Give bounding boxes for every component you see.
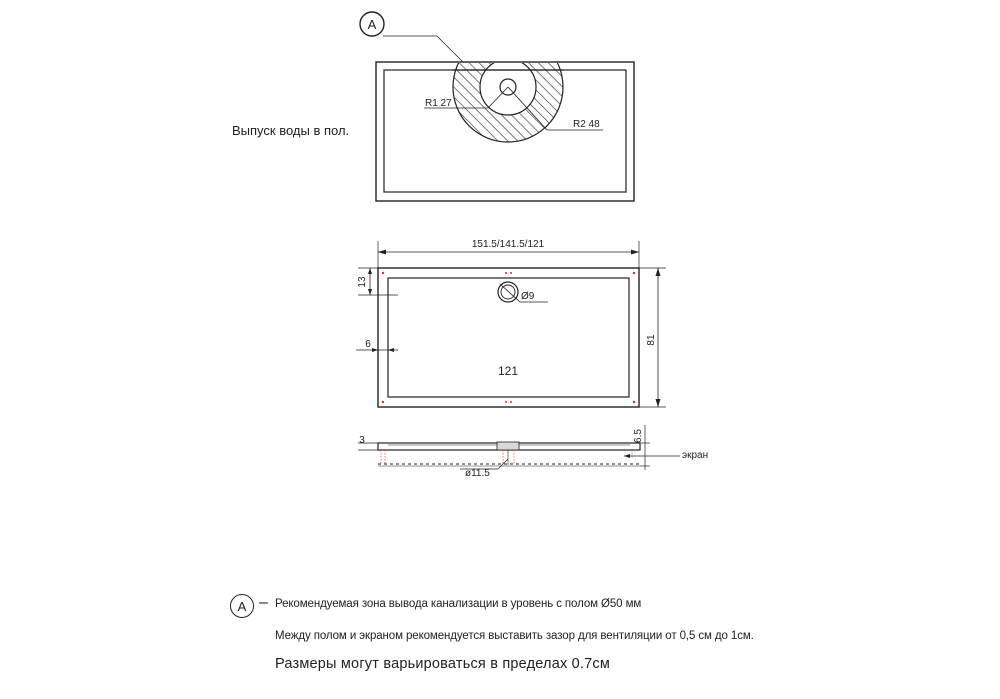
detail-marker-letter: A bbox=[367, 17, 377, 32]
edge-offset-arrow bbox=[368, 268, 372, 274]
mount-point bbox=[510, 272, 512, 274]
width-arrow-bottom bbox=[656, 399, 661, 407]
note-marker bbox=[230, 594, 254, 618]
note-drain-zone: Рекомендуемая зона вывода канализации в уровень с полом Ø50 мм bbox=[275, 598, 642, 610]
mount-point bbox=[633, 272, 635, 274]
plan-view bbox=[356, 239, 666, 407]
mount-point bbox=[505, 401, 507, 403]
length-arrow-right bbox=[631, 250, 639, 255]
water-outlet-caption: Выпуск воды в пол. bbox=[232, 123, 350, 138]
mount-point bbox=[510, 401, 512, 403]
plan-drain-label: Ø9 bbox=[521, 291, 535, 302]
mount-point bbox=[382, 272, 384, 274]
note-dimension-tolerance: Размеры могут варьироваться в пределах 0.7см bbox=[275, 656, 611, 672]
edge-offset-arrow bbox=[368, 289, 372, 295]
side-offset-arrow bbox=[372, 348, 378, 352]
plan-center-label: 121 bbox=[497, 364, 519, 378]
side-drain-label: ø11.5 bbox=[465, 468, 490, 479]
length-label: 151.5/141.5/121 bbox=[471, 239, 545, 250]
r2-label: R2 48 bbox=[573, 119, 600, 130]
screen-label: экран bbox=[682, 450, 709, 461]
mount-point bbox=[505, 272, 507, 274]
edge-offset-label: 13 bbox=[357, 276, 368, 288]
side-view bbox=[358, 425, 708, 479]
note-ventilation-gap: Между полом и экраном рекомендуется выставить зазор для вентиляции от 0,5 см до 1см. bbox=[275, 630, 754, 642]
height-label: 3 bbox=[359, 435, 365, 446]
width-arrow-top bbox=[656, 268, 661, 276]
detail-view bbox=[232, 12, 634, 201]
width-label: 81 bbox=[646, 334, 657, 346]
mount-point bbox=[633, 401, 635, 403]
length-arrow-left bbox=[378, 250, 386, 255]
r1-label: R1 27 bbox=[425, 98, 452, 109]
screen-height-label: 6.5 bbox=[633, 429, 644, 443]
side-offset-label: 6 bbox=[365, 339, 371, 350]
mount-point bbox=[382, 401, 384, 403]
side-drain-body bbox=[497, 442, 519, 450]
note-dash: – bbox=[259, 594, 268, 611]
note-marker-letter: A bbox=[237, 598, 247, 614]
screen-leader-arrow bbox=[624, 454, 630, 458]
